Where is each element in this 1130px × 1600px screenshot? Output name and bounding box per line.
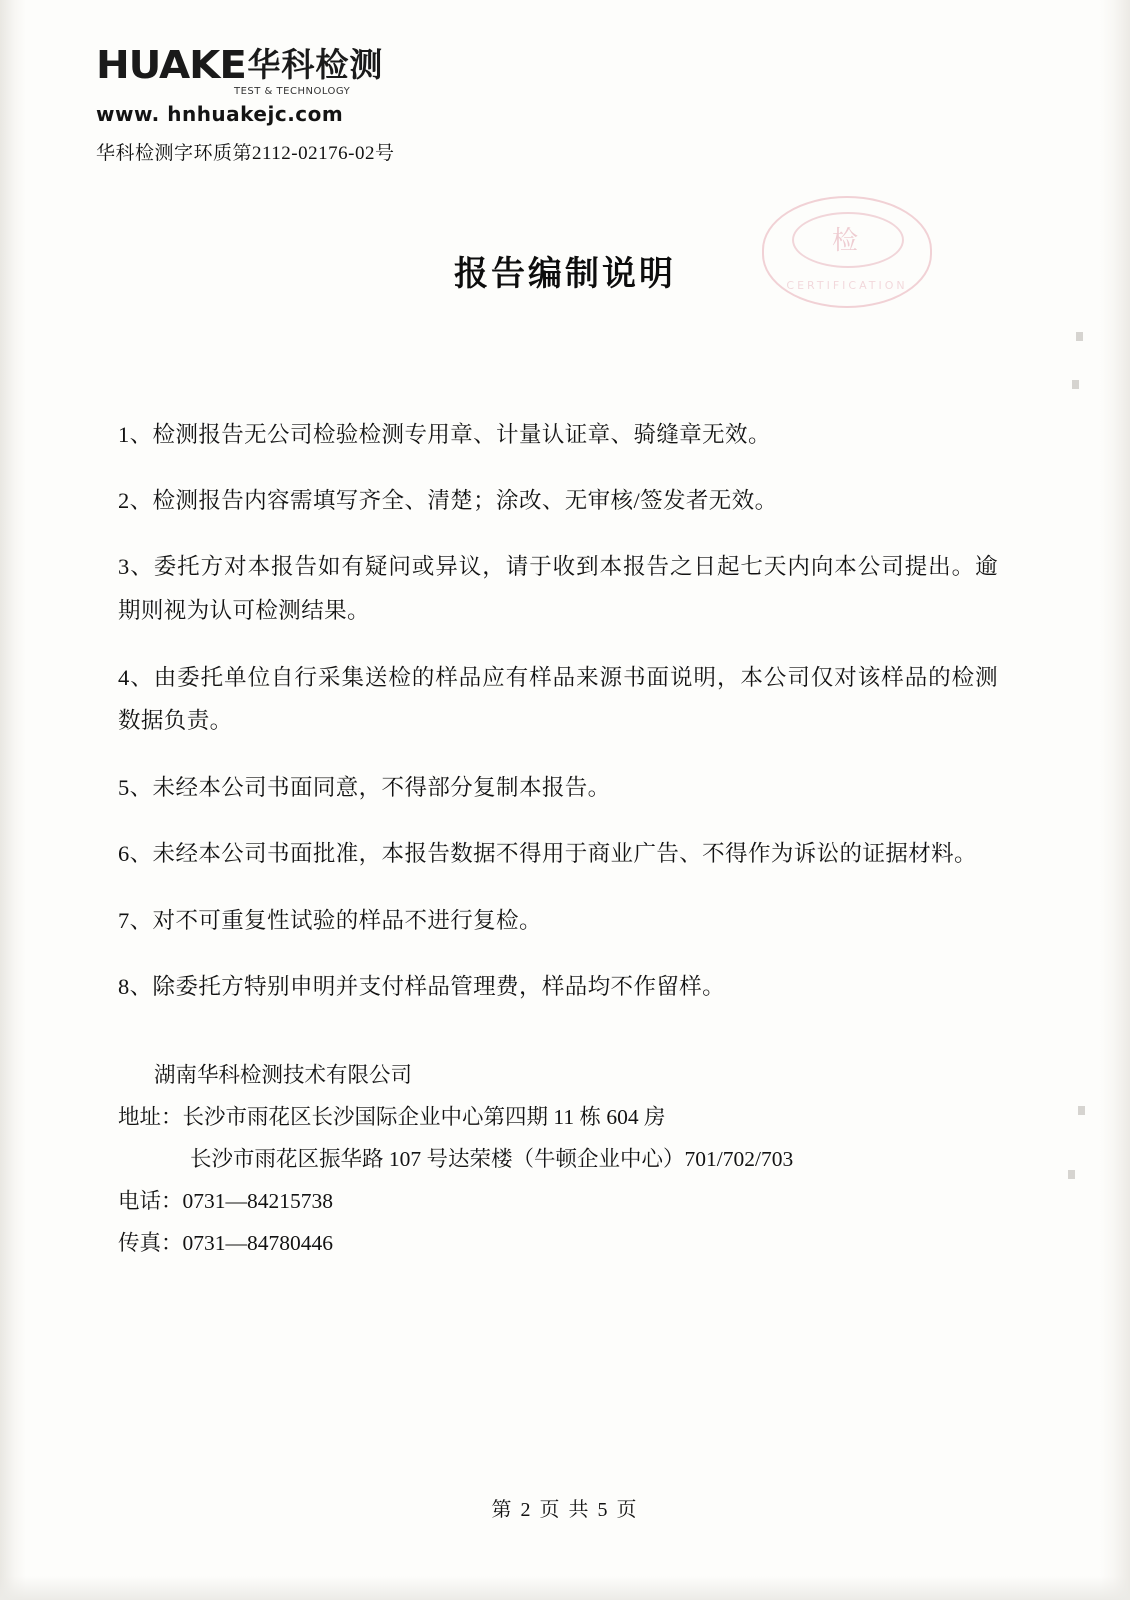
page-title: 报告编制说明 <box>454 254 676 294</box>
clause-item: 7、对不可重复性试验的样品不进行复检。 <box>118 907 542 933</box>
contact-block <box>118 1055 998 1265</box>
seal-center-text: 检 <box>831 226 862 255</box>
scan-artifact <box>1076 332 1083 341</box>
scan-edge-left <box>0 0 26 1600</box>
logo-latin-text: HUAKE <box>96 43 246 87</box>
fax-number: 传真：0731—84780446 <box>118 1230 334 1255</box>
clause-item: 5、未经本公司书面同意，不得部分复制本报告。 <box>118 774 611 800</box>
company-name: 湖南华科检测技术有限公司 <box>154 1063 413 1087</box>
logo-chinese-text: 华科检测 <box>247 45 384 84</box>
address-line-1: 地址：长沙市雨花区长沙国际企业中心第四期 11 栋 604 房 <box>118 1104 666 1129</box>
scan-artifact <box>1078 1106 1085 1115</box>
phone-number: 电话：0731—84215738 <box>118 1188 334 1213</box>
scan-artifact <box>1068 1170 1075 1179</box>
page-number: 第 2 页 共 5 页 <box>491 1499 639 1521</box>
company-website: www. hnhuakejc.com <box>96 102 344 126</box>
address-line-2: 长沙市雨花区振华路 107 号达荣楼（牛顿企业中心）701/702/703 <box>190 1146 794 1171</box>
clause-item: 1、检测报告无公司检验检测专用章、计量认证章、骑缝章无效。 <box>118 421 771 447</box>
scan-edge-bottom <box>0 1576 1130 1600</box>
report-code: 华科检测字环质第2112-02176-02号 <box>96 143 395 164</box>
seal-bottom-text: CERTIFICATION <box>786 279 908 292</box>
clause-item: 6、未经本公司书面批准，本报告数据不得用于商业广告、不得作为诉讼的证据材料。 <box>118 841 977 867</box>
clause-item: 2、检测报告内容需填写齐全、清楚；涂改、无审核/签发者无效。 <box>118 487 778 513</box>
scan-artifact <box>1072 380 1079 389</box>
clause-list <box>118 390 998 1031</box>
clause-item: 4、由委托单位自行采集送检的样品应有样品来源书面说明，本公司仅对该样品的检测数据负责。 <box>118 664 998 734</box>
clause-item: 8、除委托方特别申明并支付样品管理费，样品均不作留样。 <box>118 973 726 999</box>
company-logo <box>96 43 516 87</box>
letterhead <box>96 43 516 165</box>
scan-edge-right <box>1100 0 1130 1600</box>
logo-tagline: TEST & TECHNOLOGY <box>234 86 351 97</box>
clause-item: 3、委托方对本报告如有疑问或异议，请于收到本报告之日起七天内向本公司提出。逾期则视为认可检测结果。 <box>118 554 998 624</box>
